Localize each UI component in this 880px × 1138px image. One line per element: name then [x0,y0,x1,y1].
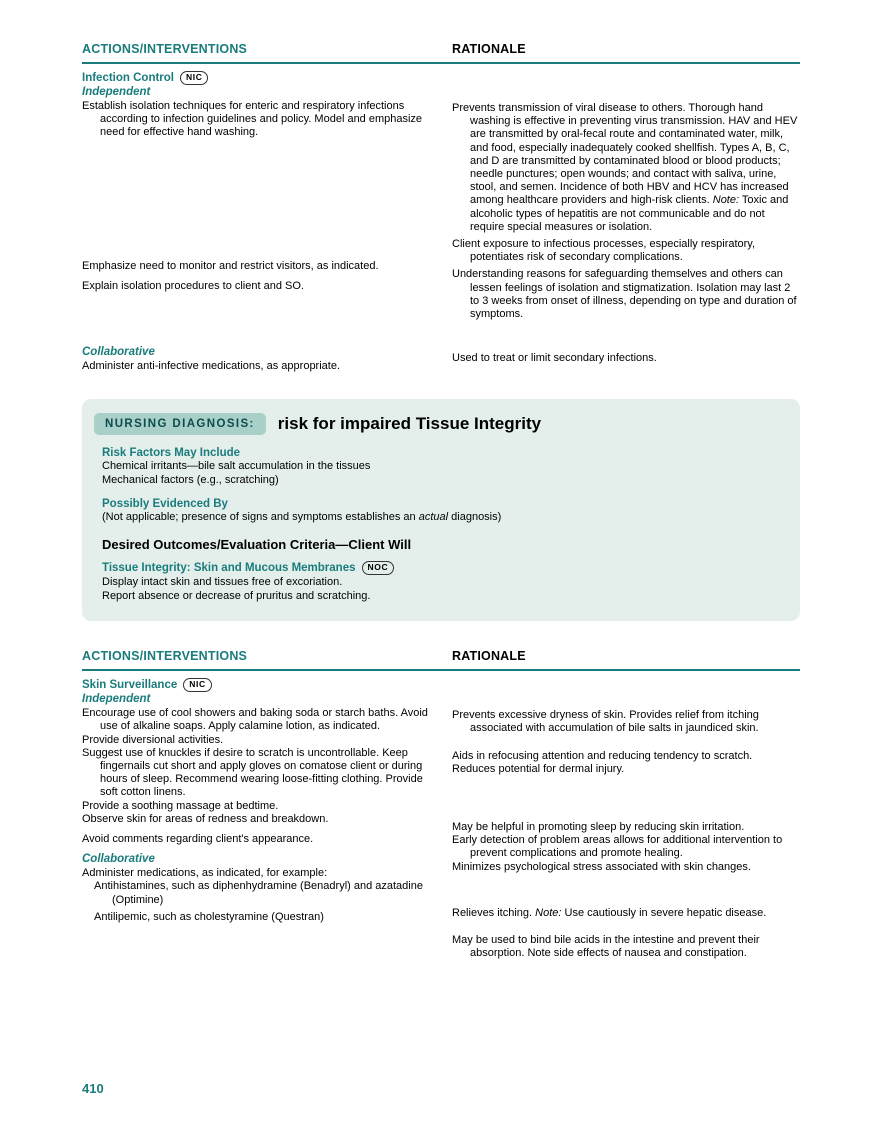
column-header-actions-cell [82,40,452,58]
nursing-diagnosis-title-row [94,413,782,435]
list-item [82,880,442,906]
rationale-part: Aids in refocusing attention and reducing tendency to scratch. [452,749,753,762]
action-text: Administer medications, as indicated, for example: [82,867,328,880]
section1-subheading [82,71,442,85]
list-item [82,734,442,747]
rationale-note-label: Note: [535,906,562,919]
possibly-evidenced-heading: Possibly Evidenced By [102,498,228,511]
rationale-part: Minimizes psychological stress associated with skin changes. [452,860,751,873]
nic-tag: NIC [180,71,208,85]
nursing-diagnosis-title: risk for impaired Tissue Integrity [277,414,542,434]
rationale-part: Client exposure to infectious processes, especially respiratory, potentiates risk of secondary complications. [452,238,756,264]
column-header-rationale-cell [452,40,800,58]
rationale-text [452,907,800,920]
outcome-item: Display intact skin and tissues free of excoriation. [102,576,343,589]
rationale-text [452,861,800,874]
rationale-part: May be used to bind bile acids in the intestine and prevent their absorption. Note side effects of nausea and constipation. [452,934,760,960]
risk-factor-item: Chemical irritants—bile salt accumulation in the tissues [102,460,371,473]
column-header-actions-2: ACTIONS/INTERVENTIONS [82,649,248,664]
rationale-text [452,821,800,834]
risk-factor-item: Mechanical factors (e.g., scratching) [102,473,279,486]
section1-body [82,71,800,373]
desired-outcomes-heading: Desired Outcomes/Evaluation Criteria—Client Will [102,537,412,553]
nursing-diagnosis-panel [82,399,800,621]
rationale-text [452,268,800,321]
noc-row [102,561,782,575]
list-item [82,747,442,800]
list-item [82,260,442,273]
section2-subheading-label: Skin Surveillance [82,679,178,692]
rationale-part: Used to treat or limit secondary infections. [452,352,657,365]
action-text: Provide a soothing massage at bedtime. [82,799,279,812]
section2-body [82,678,800,960]
section2-rationale-column [452,678,800,960]
rationale-text [452,102,800,234]
column-header-actions: ACTIONS/INTERVENTIONS [82,42,248,56]
action-text: Explain isolation procedures to client and SO. [82,279,304,292]
noc-tag: NOC [362,561,395,575]
list-item [82,911,442,924]
section2-actions-column [82,678,452,924]
rationale-text [452,238,800,264]
column-header-rationale: RATIONALE [452,42,526,56]
section1-collaborative-label: Collaborative [82,346,155,359]
rationale-part: Prevents excessive dryness of skin. Provides relief from itching associated with accumulation of bile salts in jaundiced skin. [452,709,759,735]
column-header-rationale-2: RATIONALE [452,649,526,664]
section2 [82,647,800,960]
action-text: Avoid comments regarding client's appearance. [82,833,314,846]
noc-label-bold: Tissue Integrity [102,562,187,575]
rationale-text [452,834,800,860]
section1-independent-label: Independent [82,86,151,98]
page-number: 410 [82,1081,104,1096]
section1-column-headers [82,40,800,64]
list-item [82,280,442,293]
rationale-text [452,709,800,735]
action-text: Antilipemic, such as cholestyramine (Questran) [94,910,324,923]
column-header-actions-cell-2 [82,647,452,665]
rationale-part: May be helpful in promoting sleep by reducing skin irritation. [452,821,745,834]
rationale-part: Relieves itching. [452,906,536,919]
rationale-part: Understanding reasons for safeguarding themselves and others can lessen feelings of isolation and stigmatization. Isolation may last 2 to 3 weeks from onset of illness, depending on type and duration of symptoms. [452,268,797,321]
possibly-evidenced-part: (Not applicable; presence of signs and symptoms establishes an [102,511,419,524]
list-item [82,867,442,880]
risk-factors-heading: Risk Factors May Include [102,447,241,460]
column-header-rationale-cell-2 [452,647,800,665]
nursing-diagnosis-badge: NURSING DIAGNOSIS: [94,413,266,435]
rationale-text [452,934,800,960]
possibly-evidenced-emphasis: actual [418,511,449,524]
rationale-text [452,763,800,776]
rationale-text [452,750,800,763]
list-item [82,100,442,140]
rationale-text [452,352,800,365]
section2-column-headers [82,647,800,671]
action-text: Observe skin for areas of redness and breakdown. [82,812,329,825]
section2-independent-label: Independent [82,693,151,706]
action-text: Encourage use of cool showers and baking soda or starch baths. Avoid use of alkaline soaps. Apply calamine lotion, as indicated. [82,707,428,733]
section1-subheading-label: Infection Control [82,72,174,84]
list-item [82,800,442,813]
rationale-part-2: Toxic and alcoholic types of hepatitis are not communicable and do not require special measures or isolation. [470,194,789,233]
list-item [82,833,442,846]
section1-actions-column [82,71,452,373]
rationale-part: Early detection of problem areas allows for additional intervention to prevent complications and promote healing. [452,834,783,860]
rationale-part: Prevents transmission of viral disease to others. Thorough hand washing is effective in preventing virus transmission. HAV and HEV are transmitted by oral-fecal route and contaminated water, milk, and food, especially inadequately cooked shellfish. Types A, B, C, and D are transmitted by contaminated blood or blood products; needle punctures; open wounds; and contact with saliva, urine, stool, and semen. Incidence of both HBV and HCV has increased among healthcare providers and high-risk clients. [452,102,798,207]
action-text: Administer anti-infective medications, as appropriate. [82,360,341,373]
outcome-item: Report absence or decrease of pruritus and scratching. [102,589,371,602]
list-item [82,360,442,373]
possibly-evidenced-part-2: diagnosis) [448,511,502,524]
section2-subheading [82,678,442,692]
rationale-part-2: Use cautiously in severe hepatic disease. [561,906,767,919]
section1-rationale-column [452,71,800,365]
possibly-evidenced-text [102,511,782,524]
section2-collaborative-label: Collaborative [82,853,155,866]
rationale-part: Reduces potential for dermal injury. [452,762,625,775]
action-text: Antihistamines, such as diphenhydramine (Benadryl) and azatadine (Optimine) [94,880,423,906]
nic-tag: NIC [183,678,211,692]
action-text: Provide diversional activities. [82,733,224,746]
action-text: Emphasize need to monitor and restrict visitors, as indicated. [82,259,379,272]
list-item [82,707,442,733]
action-text: Establish isolation techniques for enteric and respiratory infections according to infection guidelines and policy. Model and emphasize need for effective hand washing. [82,100,423,139]
list-item [82,813,442,826]
rationale-note-label: Note: [712,194,740,207]
noc-label-rest: : Skin and Mucous Membranes [186,562,356,575]
action-text: Suggest use of knuckles if desire to scratch is uncontrollable. Keep fingernails cut short and apply gloves on comatose client or during hours of sleep. Recommend wearing loose-fitting clothing. Provide soft cotton linens. [82,746,423,799]
